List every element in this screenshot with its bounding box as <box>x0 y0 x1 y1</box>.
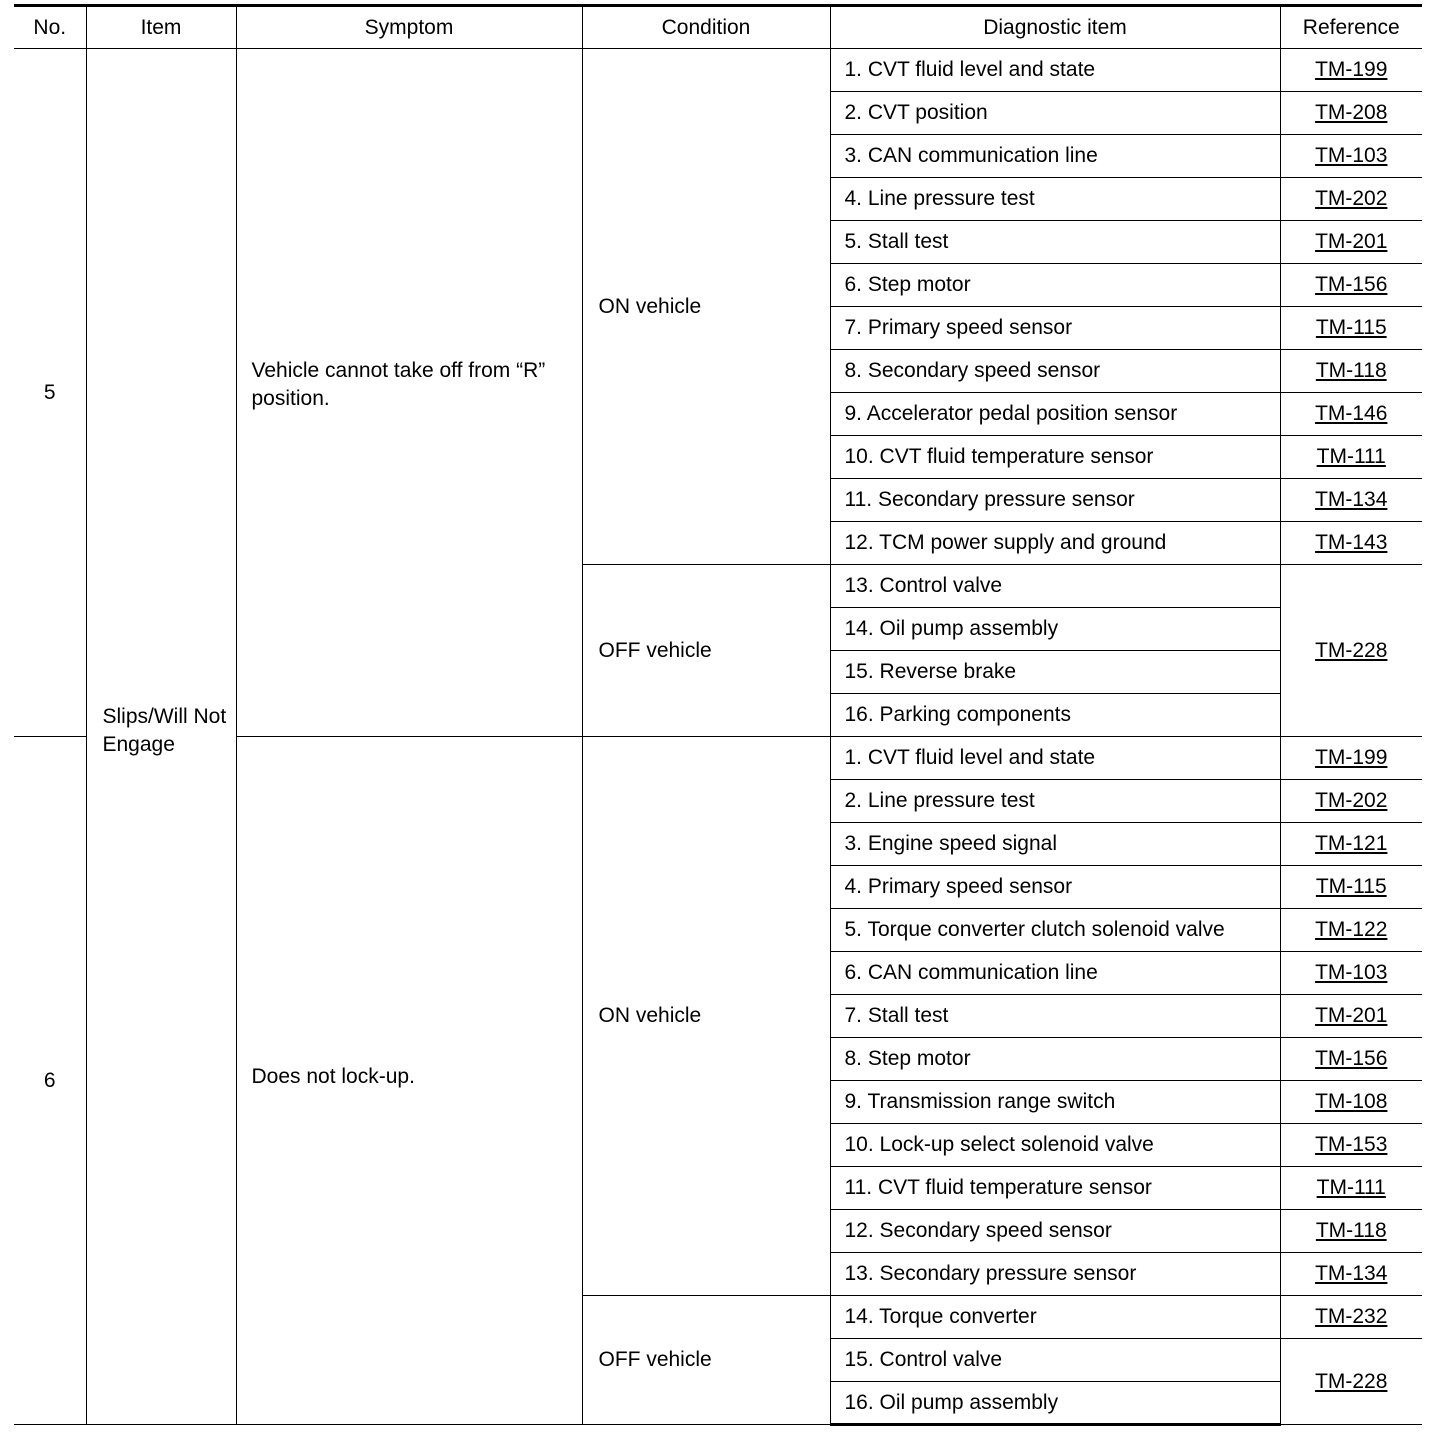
reference-link[interactable]: TM-228 <box>1315 1369 1388 1393</box>
reference-cell <box>1280 178 1422 221</box>
reference-link[interactable]: TM-103 <box>1315 961 1388 984</box>
diagnostic-item: 4. Line pressure test <box>830 178 1280 221</box>
reference-cell <box>1280 1081 1422 1124</box>
condition-off-vehicle: OFF vehicle <box>582 565 830 737</box>
header-row <box>14 6 1422 49</box>
reference-cell <box>1280 823 1422 866</box>
reference-link[interactable]: TM-199 <box>1315 746 1388 769</box>
symptom-text: Does not lock-up. <box>251 1064 415 1088</box>
reference-cell <box>1280 1339 1422 1425</box>
diagnostic-item: 15. Control valve <box>830 1339 1280 1382</box>
reference-cell <box>1280 909 1422 952</box>
reference-link[interactable]: TM-201 <box>1315 1004 1388 1027</box>
diagnostic-item: 11. CVT fluid temperature sensor <box>830 1167 1280 1210</box>
reference-cell <box>1280 780 1422 823</box>
diagnosis-table <box>14 4 1422 1426</box>
header-no: No. <box>14 6 86 49</box>
diagnostic-item: 14. Torque converter <box>830 1296 1280 1339</box>
reference-cell <box>1280 221 1422 264</box>
reference-link[interactable]: TM-146 <box>1315 402 1388 425</box>
reference-link[interactable]: TM-153 <box>1315 1133 1388 1156</box>
reference-link[interactable]: TM-228 <box>1315 638 1388 662</box>
reference-link[interactable]: TM-143 <box>1315 531 1388 554</box>
diagnostic-item: 7. Stall test <box>830 995 1280 1038</box>
diagnostic-item: 12. Secondary speed sensor <box>830 1210 1280 1253</box>
symptom-text: Vehicle cannot take off from “R” position. <box>251 358 546 410</box>
table-row <box>14 49 1422 92</box>
reference-cell <box>1280 393 1422 436</box>
diagnostic-item: 8. Secondary speed sensor <box>830 350 1280 393</box>
reference-cell <box>1280 135 1422 178</box>
reference-cell <box>1280 565 1422 737</box>
reference-cell <box>1280 866 1422 909</box>
diagnostic-item: 6. Step motor <box>830 264 1280 307</box>
diagnostic-item: 15. Reverse brake <box>830 651 1280 694</box>
reference-cell <box>1280 1038 1422 1081</box>
reference-link[interactable]: TM-208 <box>1315 101 1388 124</box>
reference-cell <box>1280 995 1422 1038</box>
diagnostic-item: 2. Line pressure test <box>830 780 1280 823</box>
reference-cell <box>1280 479 1422 522</box>
header-item: Item <box>86 6 236 49</box>
reference-cell <box>1280 1210 1422 1253</box>
reference-link[interactable]: TM-202 <box>1315 187 1388 210</box>
reference-cell <box>1280 522 1422 565</box>
diagnostic-item: 4. Primary speed sensor <box>830 866 1280 909</box>
reference-link[interactable]: TM-108 <box>1315 1090 1388 1113</box>
diagnostic-item: 9. Accelerator pedal position sensor <box>830 393 1280 436</box>
diagnostic-item: 11. Secondary pressure sensor <box>830 479 1280 522</box>
diagnostic-item: 3. CAN communication line <box>830 135 1280 178</box>
reference-cell <box>1280 436 1422 479</box>
diagnostic-item: 2. CVT position <box>830 92 1280 135</box>
reference-link[interactable]: TM-122 <box>1315 918 1388 941</box>
diagnostic-item: 12. TCM power supply and ground <box>830 522 1280 565</box>
reference-link[interactable]: TM-115 <box>1315 316 1387 339</box>
header-diagnostic-item: Diagnostic item <box>830 6 1280 49</box>
header-condition: Condition <box>582 6 830 49</box>
diagnostic-item: 10. Lock-up select solenoid valve <box>830 1124 1280 1167</box>
header-symptom: Symptom <box>236 6 582 49</box>
symptom-cell <box>236 49 582 737</box>
reference-cell <box>1280 737 1422 780</box>
reference-cell <box>1280 1296 1422 1339</box>
diagnostic-item: 16. Oil pump assembly <box>830 1382 1280 1425</box>
diagnostic-item: 6. CAN communication line <box>830 952 1280 995</box>
diagnostic-item: 3. Engine speed signal <box>830 823 1280 866</box>
reference-link[interactable]: TM-202 <box>1315 789 1388 812</box>
reference-link[interactable]: TM-134 <box>1315 1262 1388 1285</box>
reference-link[interactable]: TM-156 <box>1315 1047 1388 1070</box>
reference-cell <box>1280 264 1422 307</box>
diagnostic-item: 1. CVT fluid level and state <box>830 49 1280 92</box>
item-label-text: Slips/Will Not Engage <box>102 704 227 756</box>
reference-link[interactable]: TM-115 <box>1315 875 1387 898</box>
reference-link[interactable]: TM-118 <box>1315 1219 1387 1242</box>
reference-link[interactable]: TM-199 <box>1315 58 1388 81</box>
reference-link[interactable]: TM-111 <box>1316 445 1386 468</box>
condition-on-vehicle: ON vehicle <box>582 49 830 565</box>
reference-cell <box>1280 1253 1422 1296</box>
diagnostic-item: 9. Transmission range switch <box>830 1081 1280 1124</box>
diagnostic-item: 10. CVT fluid temperature sensor <box>830 436 1280 479</box>
diagnostic-item: 14. Oil pump assembly <box>830 608 1280 651</box>
diagnostic-item: 5. Torque converter clutch solenoid valve <box>830 909 1280 952</box>
diagnostic-item: 8. Step motor <box>830 1038 1280 1081</box>
reference-cell <box>1280 952 1422 995</box>
reference-cell <box>1280 92 1422 135</box>
diagnostic-item: 16. Parking components <box>830 694 1280 737</box>
reference-link[interactable]: TM-111 <box>1316 1176 1386 1199</box>
group-number: 6 <box>14 737 86 1425</box>
diagnostic-item: 5. Stall test <box>830 221 1280 264</box>
diagnostic-item: 7. Primary speed sensor <box>830 307 1280 350</box>
reference-link[interactable]: TM-134 <box>1315 488 1388 511</box>
condition-off-vehicle: OFF vehicle <box>582 1296 830 1425</box>
reference-link[interactable]: TM-118 <box>1315 359 1387 382</box>
reference-link[interactable]: TM-156 <box>1315 273 1388 296</box>
diagnostic-item: 13. Control valve <box>830 565 1280 608</box>
reference-link[interactable]: TM-103 <box>1315 144 1388 167</box>
header-reference: Reference <box>1280 6 1422 49</box>
reference-link[interactable]: TM-232 <box>1315 1305 1388 1328</box>
reference-link[interactable]: TM-121 <box>1315 832 1388 855</box>
diagnostic-item: 1. CVT fluid level and state <box>830 737 1280 780</box>
group-number: 5 <box>14 49 86 737</box>
diagnostic-item: 13. Secondary pressure sensor <box>830 1253 1280 1296</box>
reference-cell <box>1280 49 1422 92</box>
condition-on-vehicle: ON vehicle <box>582 737 830 1296</box>
reference-cell <box>1280 1124 1422 1167</box>
item-label <box>86 49 236 1425</box>
reference-link[interactable]: TM-201 <box>1315 230 1388 253</box>
reference-cell <box>1280 350 1422 393</box>
reference-cell <box>1280 307 1422 350</box>
reference-cell <box>1280 1167 1422 1210</box>
symptom-cell <box>236 737 582 1425</box>
